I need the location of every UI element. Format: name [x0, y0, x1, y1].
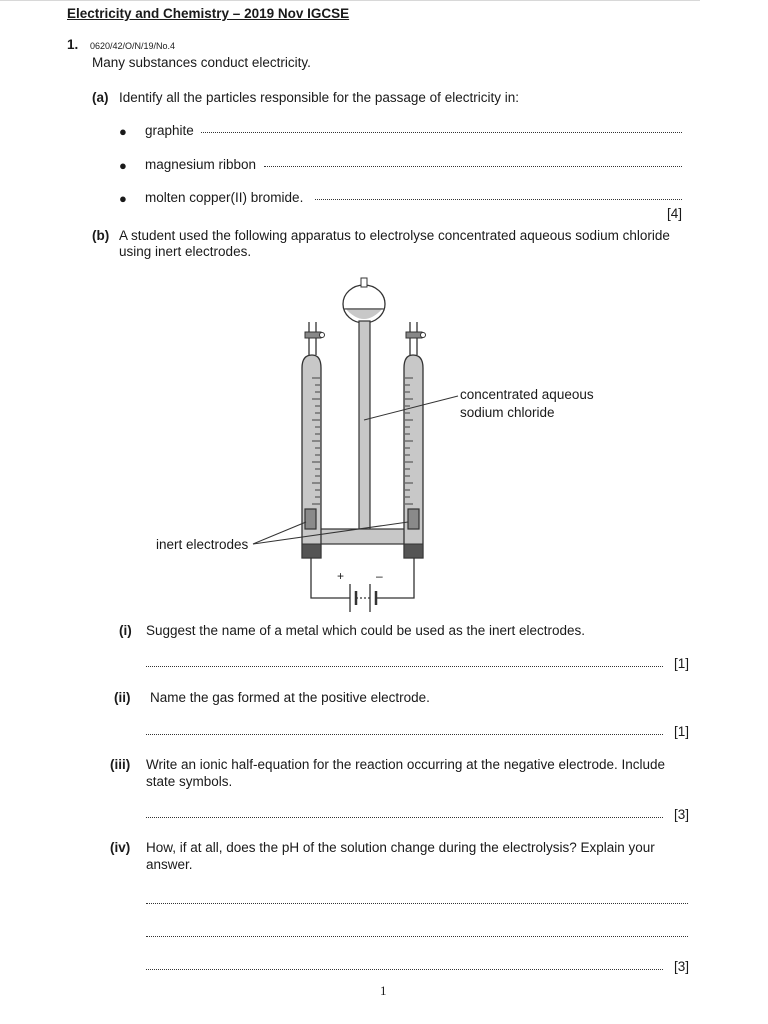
- solution-label-line2: sodium chloride: [460, 405, 555, 420]
- sub-iii-label: (iii): [110, 757, 131, 772]
- positive-terminal-label: +: [337, 569, 345, 583]
- connecting-tube: [316, 529, 405, 544]
- bullet-graphite: graphite: [145, 123, 194, 138]
- top-rule: [0, 0, 700, 1]
- part-b-text-line1: A student used the following apparatus to electrolyse concentrated aqueous sodium chloride: [119, 228, 670, 243]
- solution-label-line1: concentrated aqueous: [460, 387, 594, 402]
- sub-iii-text-line2: state symbols.: [146, 774, 233, 789]
- right-bung: [404, 544, 423, 558]
- page-title: Electricity and Chemistry – 2019 Nov IGCSE: [67, 6, 350, 21]
- bullet-icon: ●: [119, 158, 127, 173]
- sub-iii-marks: [3]: [674, 807, 690, 822]
- answer-line-ii[interactable]: [146, 734, 663, 735]
- answer-line-i[interactable]: [146, 666, 663, 667]
- bullet-icon: ●: [119, 191, 127, 206]
- left-electrode: [305, 509, 316, 529]
- reservoir-funnel: [343, 278, 385, 323]
- answer-line-iv-3[interactable]: [146, 969, 663, 970]
- central-tube: [359, 321, 370, 534]
- sub-i-marks: [1]: [674, 656, 690, 671]
- answer-line-magnesium[interactable]: [264, 166, 682, 167]
- electrolysis-apparatus-diagram: [150, 272, 620, 622]
- sub-ii-text: Name the gas formed at the positive electrode.: [150, 690, 430, 705]
- part-a-text: Identify all the particles responsible for the passage of electricity in:: [119, 90, 519, 105]
- bullet-icon: ●: [119, 124, 127, 139]
- sub-i-label: (i): [119, 623, 132, 638]
- answer-line-graphite[interactable]: [201, 132, 682, 133]
- bullet-copper-bromide: molten copper(II) bromide.: [145, 190, 304, 205]
- sub-iii-text-line1: Write an ionic half-equation for the reaction occurring at the negative electrode. Include: [146, 757, 666, 772]
- question-reference: 0620/42/O/N/19/No.4: [90, 41, 176, 51]
- negative-terminal-label: –: [376, 569, 383, 583]
- right-electrode: [408, 509, 419, 529]
- part-b-label: (b): [92, 228, 110, 243]
- sub-iv-text-line1: How, if at all, does the pH of the solution change during the electrolysis? Explain your: [146, 840, 655, 855]
- label-leader-lines: [253, 396, 458, 544]
- part-a-label: (a): [92, 90, 109, 105]
- electrodes-label: inert electrodes: [156, 537, 249, 552]
- answer-line-iv-1[interactable]: [146, 903, 688, 904]
- sub-iv-label: (iv): [110, 840, 131, 855]
- left-bung: [302, 544, 321, 558]
- part-b-text-line2: using inert electrodes.: [119, 244, 252, 259]
- answer-line-copper-bromide[interactable]: [315, 199, 682, 200]
- page-number: 1: [380, 983, 387, 998]
- external-circuit: [311, 558, 414, 612]
- question-number: 1.: [67, 37, 79, 52]
- answer-line-iv-2[interactable]: [146, 936, 688, 937]
- sub-iv-text-line2: answer.: [146, 857, 193, 872]
- sub-iv-marks: [3]: [674, 959, 690, 974]
- answer-line-iii[interactable]: [146, 817, 663, 818]
- sub-ii-label: (ii): [114, 690, 131, 705]
- sub-i-text: Suggest the name of a metal which could be used as the inert electrodes.: [146, 623, 586, 638]
- part-a-marks: [4]: [667, 206, 683, 221]
- bullet-magnesium: magnesium ribbon: [145, 157, 257, 172]
- sub-ii-marks: [1]: [674, 724, 690, 739]
- question-intro: Many substances conduct electricity.: [92, 55, 311, 70]
